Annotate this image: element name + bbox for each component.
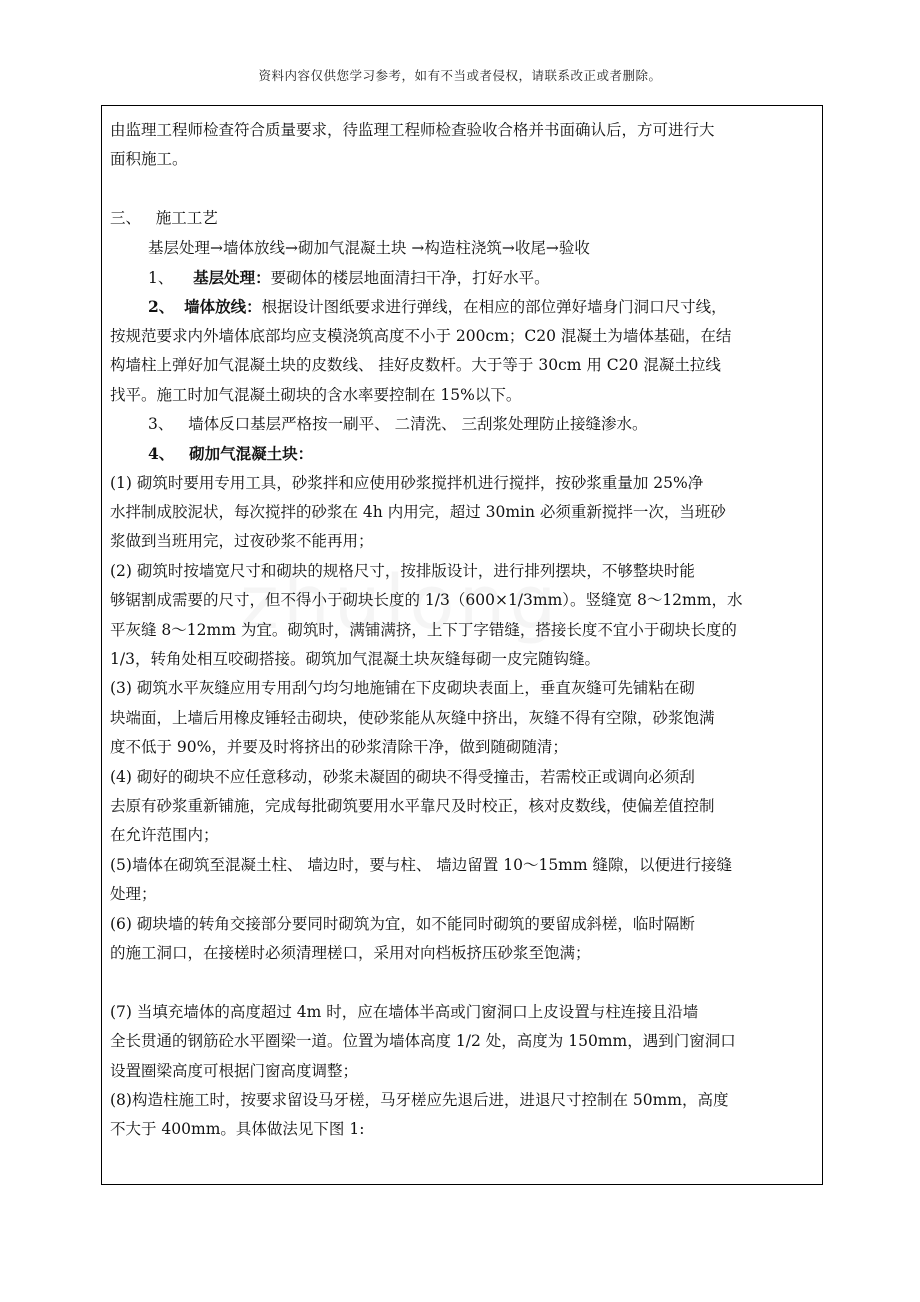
step-number: 2、 [148, 297, 175, 317]
list-line: 度不低于 90%，并要及时将挤出的砂浆清除干净，做到随砌随清； [110, 738, 568, 757]
list-line: 不大于 400mm。具体做法见下图 1: [110, 1120, 365, 1139]
paragraph-line: 按规范要求内外墙体底部均应支模浇筑高度不小于 200cm；C20 混凝土为墙体基础，在结 [110, 326, 732, 345]
header-note: 资料内容仅供您学习参考，如有不当或者侵权，请联系改正或者删除。 [258, 68, 662, 83]
step-2 [110, 292, 818, 321]
step-text: 根据设计图纸要求进行弹线，在相应的部位弹好墙身门洞口尺寸线， [261, 298, 727, 317]
step-number: 4、 [148, 444, 175, 464]
section-title: 施工工艺 [155, 209, 218, 228]
step-4 [110, 439, 818, 468]
paragraph-line: 构墙柱上弹好加气混凝土块的皮数线、 挂好皮数杆。大于等于 30cm 用 C20 混凝土拉线 [110, 356, 721, 375]
list-line: 浆做到当班用完，过夜砂浆不能再用； [110, 532, 374, 551]
list-line: (5)墙体在砌筑至混凝土柱、 墙边时，要与柱、 墙边留置 10～15mm 缝隙，以便进行接缝 [110, 855, 733, 874]
list-line: 全长贯通的钢筋砼水平圈梁一道。位置为墙体高度 1/2 处，高度为 150mm，遇到门窗洞口 [110, 1032, 736, 1051]
list-line: (1) 砌筑时要用专用工具，砂浆拌和应使用砂浆搅拌机进行搅拌，按砂浆重量加 25%净 [110, 473, 704, 492]
list-line: 设置圈梁高度可根据门窗高度调整； [110, 1061, 359, 1080]
step-text: 墙体反口基层严格按一刷平、 二清洗、 三刮浆处理防止接缝渗水。 [188, 414, 648, 433]
list-line: (8)构造柱施工时，按要求留设马牙槎，马牙槎应先退后进，进退尺寸控制在 50mm，高度 [110, 1090, 729, 1109]
step-title: 砌加气混凝土块： [189, 444, 314, 464]
paragraph-line: 找平。施工时加气混凝土砌块的含水率要控制在 15%以下。 [110, 385, 522, 404]
list-line: (6) 砌块墙的转角交接部分要同时砌筑为宜，如不能同时砌筑的要留成斜槎，临时隔断 [110, 914, 695, 933]
section-number: 三、 [110, 209, 142, 228]
list-line: (7) 当填充墙体的高度超过 4m 时，应在墙体半高或门窗洞口上皮设置与柱连接且沿墙 [110, 1002, 699, 1021]
step-number: 1、 [148, 268, 174, 287]
list-line: 块端面，上墙后用橡皮锤轻击砌块，使砂浆能从灰缝中挤出，灰缝不得有空隙，砂浆饱满 [110, 708, 715, 727]
intro-line: 面积施工。 [110, 150, 188, 169]
section-heading [110, 204, 818, 233]
process-flow: 基层处理→墙体放线→砌加气混凝土块 →构造柱浇筑→收尾→验收 [148, 238, 590, 257]
step-number: 3、 [148, 414, 174, 433]
list-line: 去原有砂浆重新铺施，完成每批砌筑要用水平靠尺及时校正，核对皮数线，使偏差值控制 [110, 796, 715, 815]
list-line: 在允许范围内； [110, 826, 219, 845]
step-title: 基层处理： [193, 267, 271, 287]
list-line: 1/3，转角处相互咬砌搭接。砌筑加气混凝土块灰缝每砌一皮完随钩缝。 [110, 650, 600, 669]
intro-line: 由监理工程师检查符合质量要求，待监理工程师检查验收合格并书面确认后，方可进行大 [110, 121, 715, 139]
step-text: 要砌体的楼层地面清扫干净，打好水平。 [270, 268, 550, 287]
list-line: 够锯割成需要的尺寸，但不得小于砌块长度的 1/3（600×1/3mm）。竖缝宽 8～12mm，水 [110, 591, 743, 610]
list-line: (2) 砌筑时按墙宽尺寸和砌块的规格尺寸，按排版设计，进行排列摆块，不够整块时能 [110, 561, 695, 580]
content-table-cell [101, 105, 823, 1185]
list-line: 水拌制成胶泥状，每次搅拌的砂浆在 4h 内用完，超过 30min 必须重新搅拌一次，当班砂 [110, 503, 726, 522]
list-line: 的施工洞口，在接槎时必须清理槎口，采用对向档板挤压砂浆至饱满； [110, 943, 591, 962]
list-line: 处理； [110, 885, 157, 904]
list-line: (3) 砌筑水平灰缝应用专用刮勺均匀地施铺在下皮砌块表面上，垂直灰缝可先铺粘在砌 [110, 679, 695, 698]
list-line: 平灰缝 8～12mm 为宜。砌筑时，满铺满挤，上下丁字错缝，搭接长度不宜小于砌块长度的 [110, 620, 737, 639]
step-title: 墙体放线： [184, 297, 262, 317]
spacer [110, 175, 818, 204]
spacer [110, 968, 818, 997]
step-3 [110, 410, 818, 439]
step-1 [110, 263, 818, 292]
list-line: (4) 砌好的砌块不应任意移动，砂浆未凝固的砌块不得受撞击，若需校正或调向必须刮 [110, 767, 695, 786]
document-body [110, 116, 818, 1145]
